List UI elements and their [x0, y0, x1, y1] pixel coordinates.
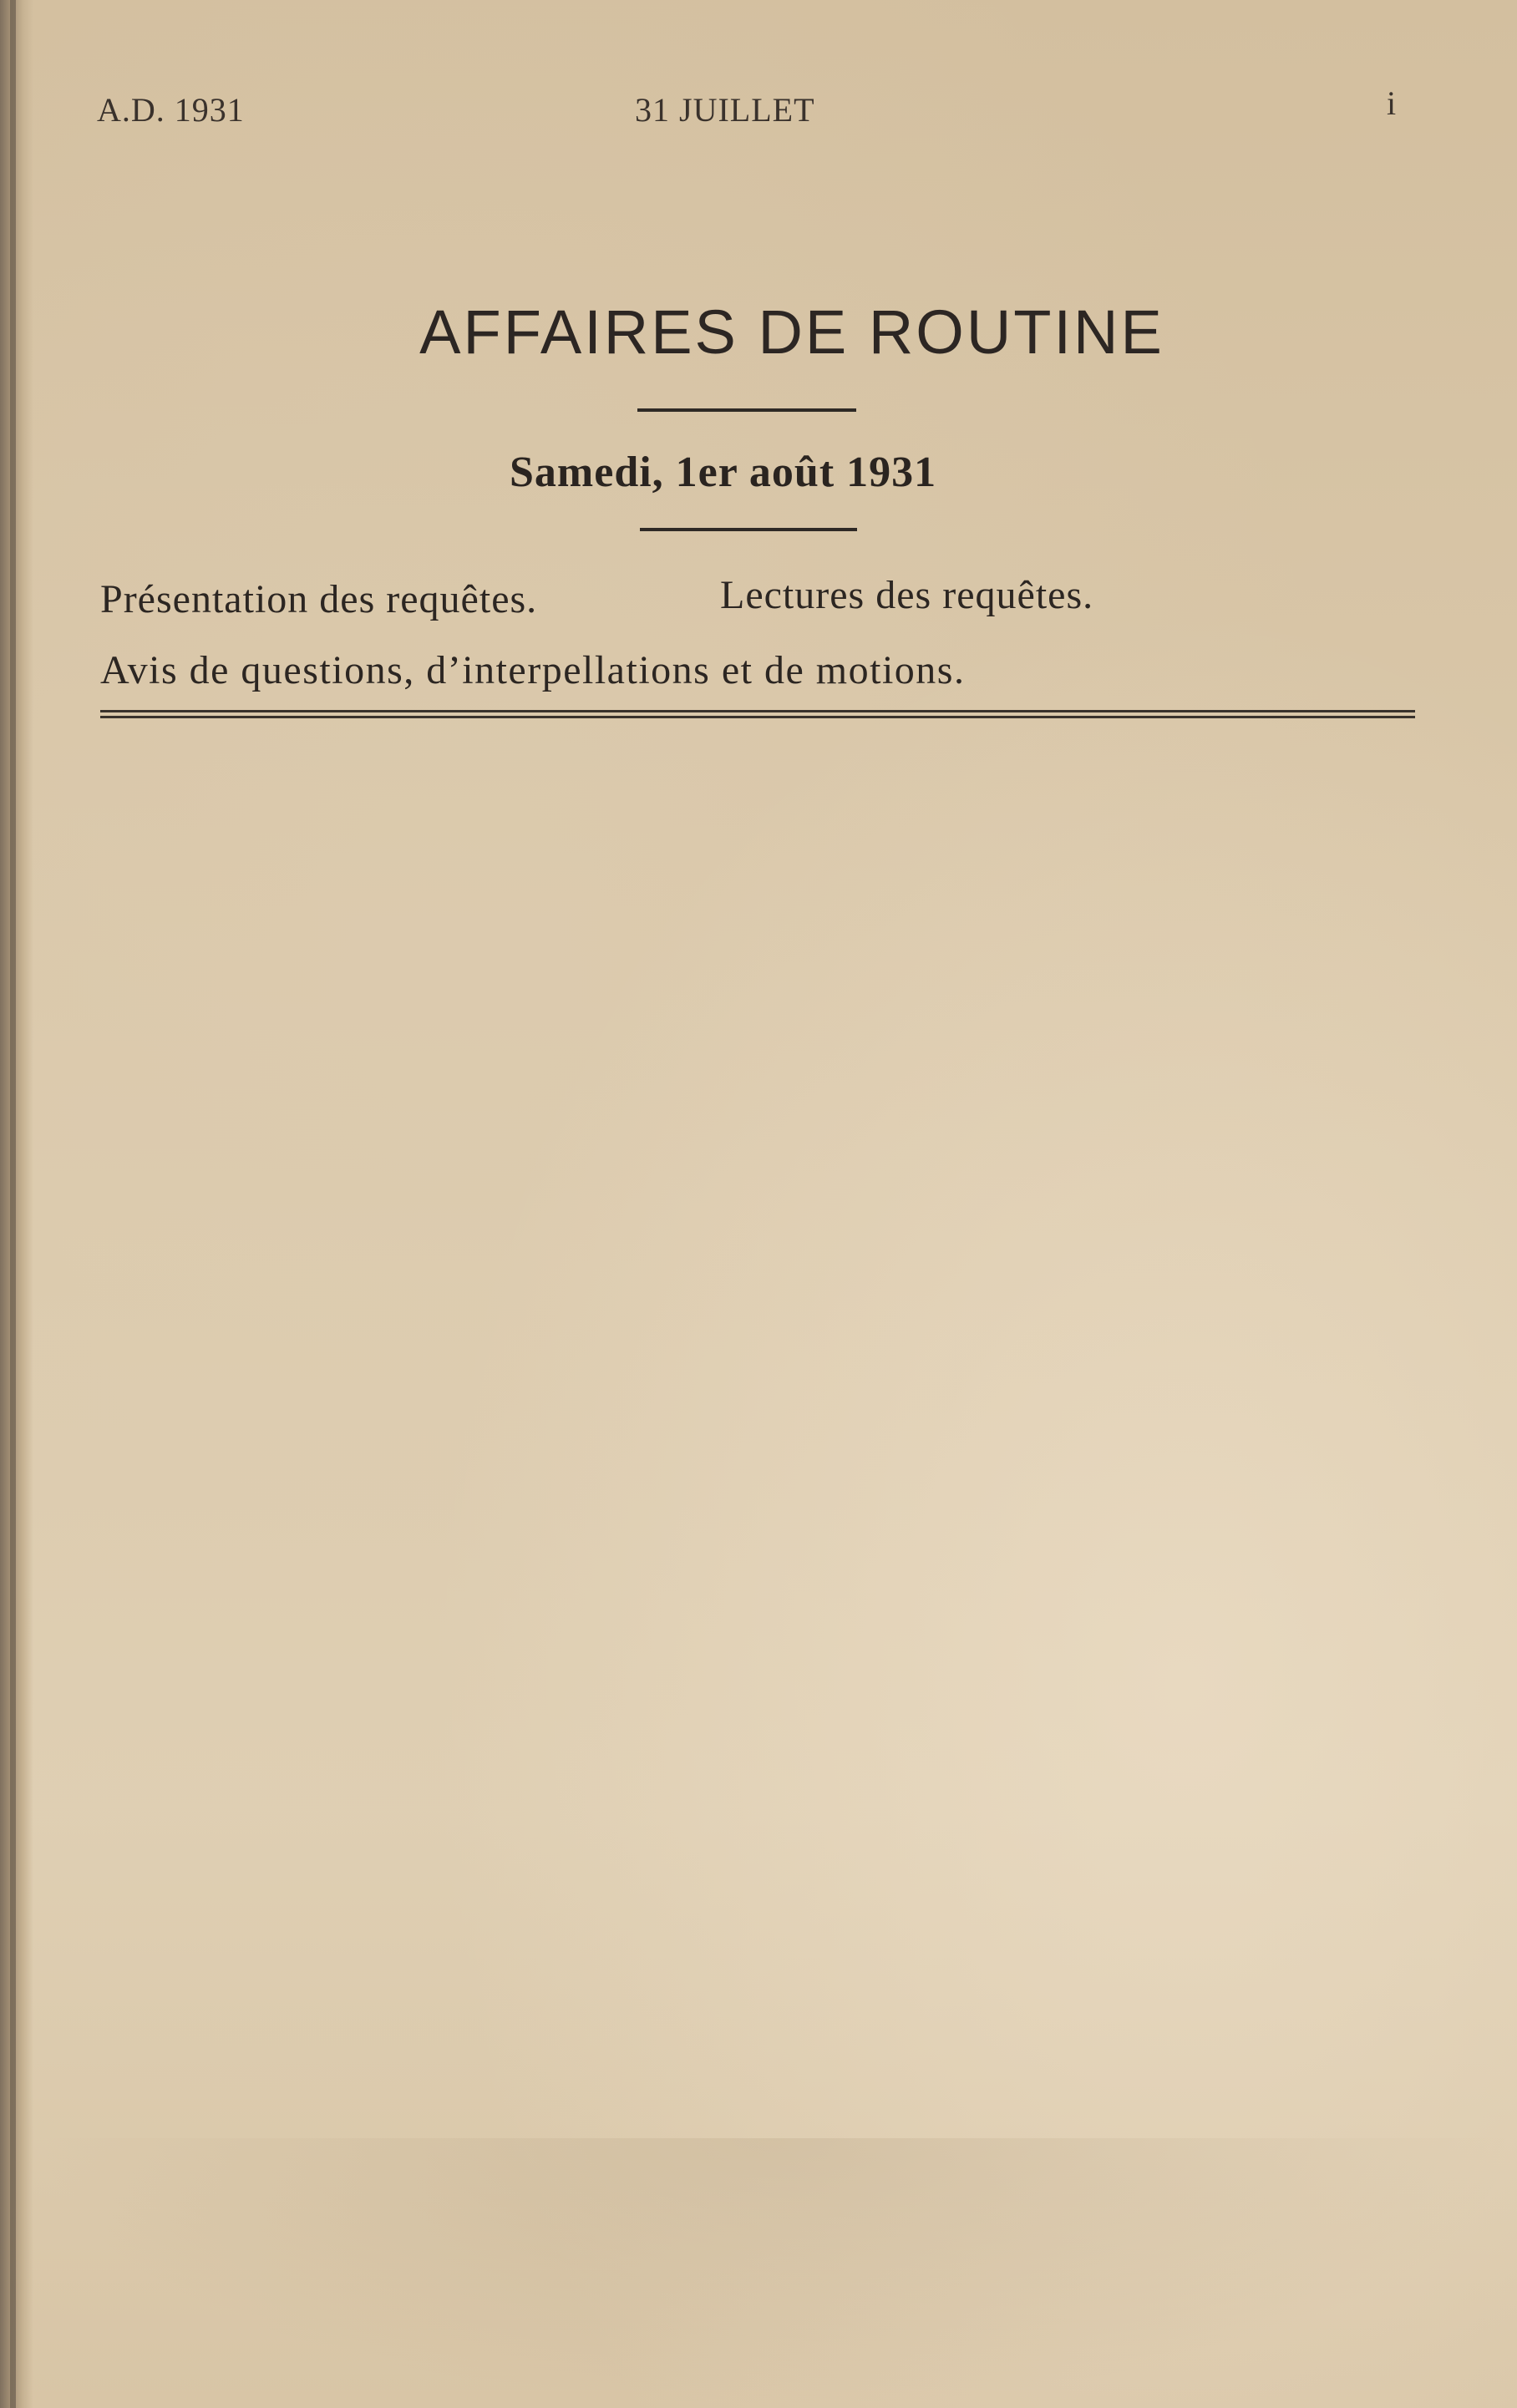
paper-stain: [33, 2138, 1517, 2408]
double-divider: [100, 710, 1415, 718]
header-year: A.D. 1931: [97, 91, 245, 129]
page-number: i: [1387, 84, 1398, 122]
page-title: AFFAIRES DE ROUTINE: [419, 297, 1164, 367]
agenda-item-avis: Avis de questions, d’interpellations et de motions.: [100, 648, 966, 692]
divider-top: [637, 408, 856, 412]
session-date: Samedi, 1er août 1931: [510, 449, 937, 496]
agenda-item-presentation: Présentation des requêtes.: [100, 577, 538, 621]
agenda-item-lectures: Lectures des requêtes.: [720, 573, 1094, 617]
divider-bottom: [640, 528, 857, 531]
header-date: 31 JUILLET: [635, 91, 815, 129]
